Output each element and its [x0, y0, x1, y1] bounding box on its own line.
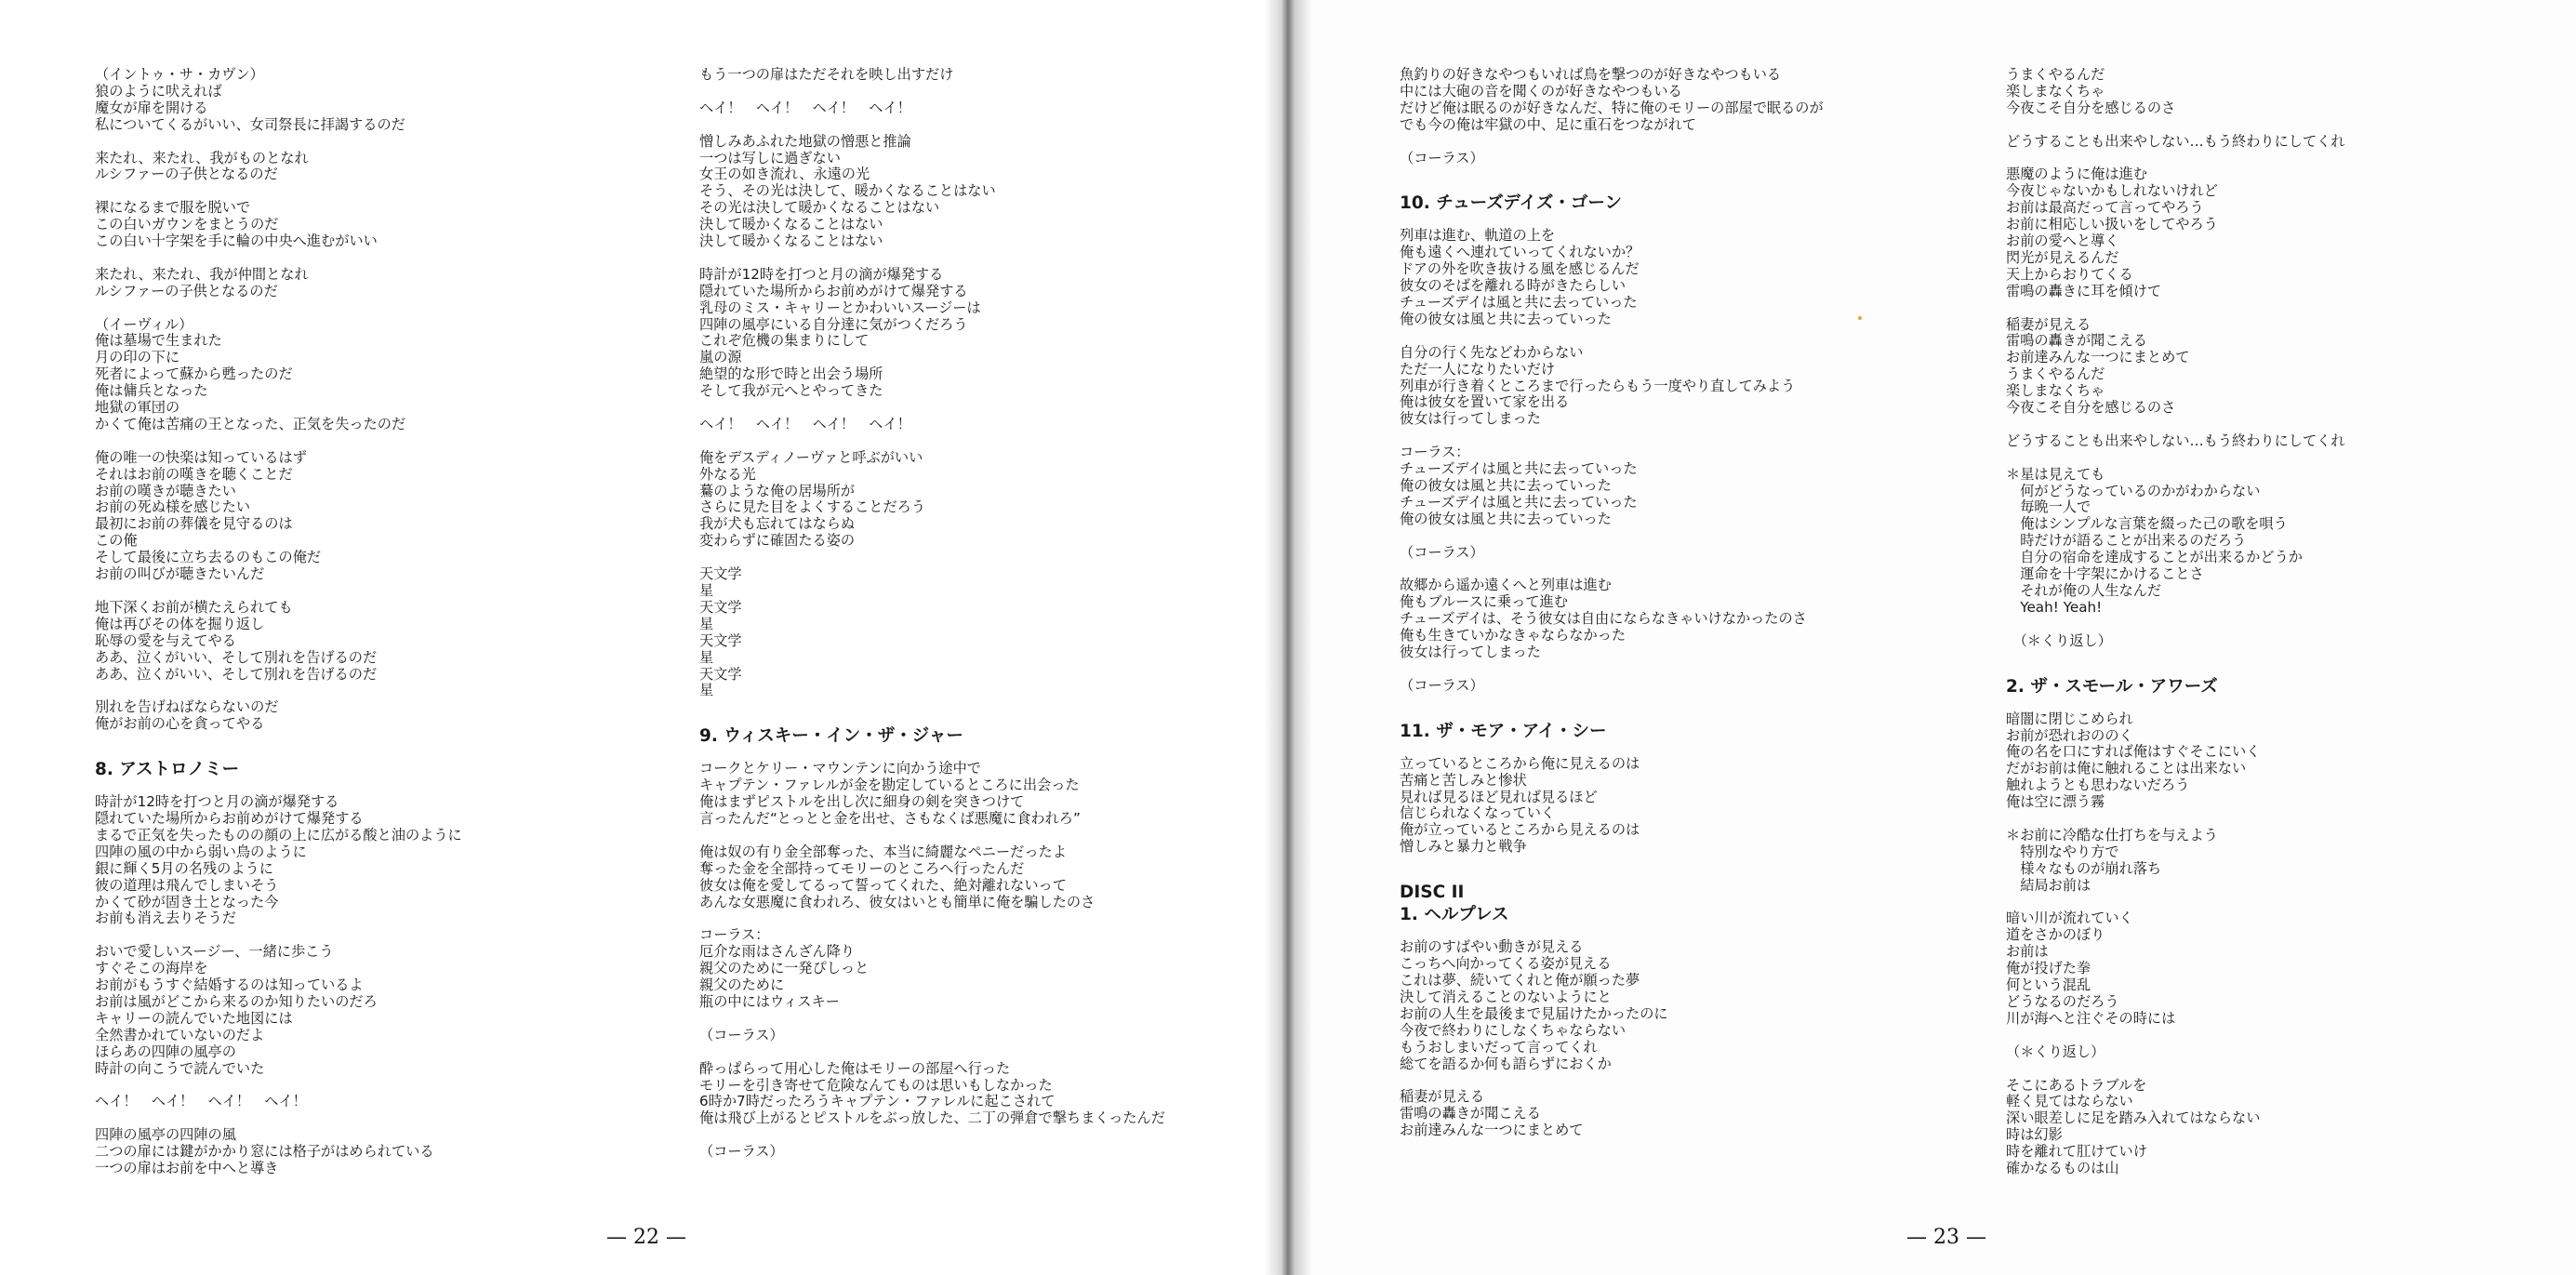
lyric-line: どうすることも出来やしない…もう終わりにしてくれ — [2006, 432, 2345, 449]
lyric-line: どうすることも出来やしない…もう終わりにしてくれ — [2006, 132, 2345, 150]
lyric-line: 俺の名を口にすれば俺はすぐそこにいく — [2006, 743, 2261, 761]
lyric-line: お前が恐れおののく — [2006, 726, 2133, 744]
blank-line — [95, 134, 462, 151]
lyric-line: 憎しみあふれた地獄の憎悪と推論 — [699, 132, 911, 150]
lyric-line: 決して消えることのないようにと — [1400, 988, 1612, 1005]
lyric-line: この白いガウンをまとうのだ — [95, 216, 279, 233]
lyric-line: ＊お前に冷酷な仕打ちを与えよう — [2006, 826, 2218, 843]
lyric-line: （コーラス） — [1400, 676, 1484, 694]
lyric-line: 俺の彼女は風と共に去っていった — [1400, 310, 1612, 327]
blank-line — [95, 683, 462, 699]
lyric-line: それはお前の嘆きを聴くことだ — [95, 465, 293, 483]
lyric-line: 時計の向こうで読んでいた — [95, 1059, 265, 1077]
lyric-line: そして最後に立ち去るのもこの俺だ — [95, 549, 321, 566]
page-number-right: — 23 — — [1906, 1226, 1986, 1249]
lyric-line: モリーを引き寄せて危険なんてものは思いもしなかった — [699, 1076, 1053, 1094]
song-title: 9. ウィスキー・イン・ザ・ジャー — [699, 726, 963, 747]
spacer — [1400, 215, 1824, 228]
blank-line — [2006, 811, 2345, 828]
lyric-line: 俺はまずピストルを出し次に細身の剣を突きつけて — [699, 793, 1025, 811]
lyric-line: 総てを語るか何も語らずにおくか — [1400, 1055, 1612, 1072]
blank-line — [1400, 661, 1824, 678]
lyric-line: 星 — [699, 582, 714, 599]
lyric-line: （コーラス） — [699, 1143, 784, 1161]
lyric-line: 俺は傭兵となった — [95, 382, 208, 400]
blank-line — [1400, 328, 1824, 345]
blank-line — [2006, 417, 2345, 433]
lyric-line: 俺は再びその体を掘り返し — [95, 615, 265, 632]
lyric-line: まるで正気を失ったものの顔の上に広がる酸と油のように — [95, 826, 462, 843]
blank-line — [699, 400, 1165, 417]
spacer — [699, 699, 1165, 712]
blank-line — [95, 927, 462, 944]
lyric-line: 一つの扉はお前を中へと導き — [95, 1160, 279, 1177]
lyric-line: 決して暖かくなることはない — [699, 216, 883, 233]
song-title: 11. ザ・モア・アイ・シー — [1400, 721, 1607, 741]
left-column-2 — [699, 67, 1165, 1161]
lyric-line: 深い眼差しに足を踏み入れてはならない — [2006, 1109, 2261, 1127]
lyric-line: 時計が12時を打つと月の滴が爆発する — [699, 265, 944, 283]
lyric-line: 様々なものが崩れ落ち — [2006, 859, 2162, 877]
right-page — [1288, 0, 2576, 1275]
lyric-line: 俺が立っているところから見えるのは — [1400, 821, 1640, 839]
lyric-line: 彼女は行ってしまった — [1400, 644, 1541, 661]
lyric-line: 憎しみと暴力と戦争 — [1400, 838, 1527, 856]
lyric-line: 魔女が扉を開ける — [95, 99, 208, 116]
lyric-line: 別れを告げねばならないのだ — [95, 698, 279, 716]
lyric-line: 来たれ、来たれ、我がものとなれ — [95, 149, 309, 166]
lyric-line: そう、その光は決して、暖かくなることはない — [699, 182, 996, 200]
lyric-line: これぞ危機の集まりにして — [699, 332, 870, 350]
lyric-line: ああ、泣くがいい、そして別れを告げるのだ — [95, 665, 378, 683]
lyric-line: そして我が元へとやってきた — [699, 382, 883, 400]
song-title: 8. アストロノミー — [95, 760, 240, 780]
lyric-line: 暗闇に閉じこめられ — [2006, 710, 2133, 727]
lyric-line: 変わらずに確固たる姿の — [699, 532, 856, 550]
lyric-line: 絶望的な形で時と出会う場所 — [699, 365, 883, 383]
lyric-line: 天上からおりてくる — [2006, 265, 2133, 283]
right-column-2 — [2006, 67, 2345, 1177]
lyric-line: 二つの扉には鍵がかかり窓には格子がはめられている — [95, 1143, 434, 1161]
lyric-line: 一つは写しに過ぎない — [699, 149, 841, 166]
lyric-line: 死者によって蘇から甦ったのだ — [95, 365, 293, 383]
lyric-line: 奪った金を全部持ってモリーのところへ行ったんだ — [699, 859, 1025, 877]
lyric-line: 彼女は俺を愛してるって誓ってくれた、絶対離れないって — [699, 876, 1067, 894]
lyric-line: 彼女のそばを離れる時がきたらしい — [1400, 277, 1626, 295]
lyric-line: お前の嘆きが聴きたい — [95, 482, 236, 499]
lyric-line: キャプテン・ファレルが金を勘定しているところに出会った — [699, 777, 1080, 794]
lyric-line: 地下深くお前が横たえられても — [95, 598, 293, 616]
lyric-line: 俺は彼女を置いて家を出る — [1400, 393, 1570, 411]
lyric-line: 隠れていた場所からお前めがけて爆発する — [699, 282, 968, 299]
spacer — [1400, 856, 1824, 869]
spacer — [1400, 869, 1824, 882]
left-column-1 — [95, 67, 462, 1177]
lyric-line: 彼女は行ってしまった — [1400, 410, 1541, 428]
lyric-line: （イントゥ・サ・カヴン） — [95, 66, 264, 83]
lyric-line: 嵐の源 — [699, 349, 742, 366]
lyric-line: 驀のような俺の居場所が — [699, 482, 856, 499]
print-speck — [1858, 316, 1862, 320]
lyric-line: （＊くり返し） — [2006, 631, 2112, 649]
lyric-line: （コーラス） — [1400, 149, 1484, 166]
blank-line — [699, 1127, 1165, 1144]
spacer — [95, 746, 462, 759]
book-gutter — [1265, 0, 1311, 1275]
lyric-line: 今夜こそ自分を感じるのさ — [2006, 99, 2176, 116]
lyric-line: チューズデイは風と共に去っていった — [1400, 493, 1638, 511]
lyric-line: だがお前は俺に触れることは出来ない — [2006, 760, 2247, 777]
blank-line — [699, 1011, 1165, 1028]
lyric-line: お前も消え去りそうだ — [95, 910, 236, 927]
lyric-line: 天文学 — [699, 665, 742, 683]
spacer — [2006, 650, 2345, 663]
lyric-line: ほらあの四陣の風亭の — [95, 1043, 236, 1060]
lyric-line: おいで愛しいスージー、一緒に歩こう — [95, 943, 334, 961]
lyric-line: 星 — [699, 615, 714, 632]
song-title: DISC II — [1400, 883, 1465, 903]
lyric-line: 時計が12時を打つと月の滴が爆発する — [95, 793, 339, 811]
blank-line — [95, 433, 462, 450]
lyric-line: キャリーの読んでいた地図には — [95, 1009, 293, 1027]
lyric-line: お前の叫びが聴きたいんだ — [95, 565, 265, 583]
lyric-line: 道をさかのぼり — [2006, 926, 2105, 944]
lyric-line: 触れようとも思わないだろう — [2006, 777, 2190, 794]
lyric-line: うまくやるんだ — [2006, 365, 2105, 383]
lyric-line: 今夜こそ自分を感じるのさ — [2006, 399, 2176, 417]
lyric-line: 暗い川が流れていく — [2006, 910, 2133, 927]
lyric-line: 何という混乱 — [2006, 976, 2091, 994]
lyric-line: 俺もブルースに乗って進む — [1400, 593, 1568, 611]
lyric-line: 彼の道理は飛んでしまいそう — [95, 876, 279, 894]
lyric-line: 楽しまなくちゃ — [2006, 82, 2105, 100]
blank-line — [95, 583, 462, 600]
blank-line — [1400, 528, 1824, 545]
blank-line — [2006, 151, 2345, 167]
lyric-line: ルシファーの子供となるのだ — [95, 282, 278, 299]
lyric-line: 天文学 — [699, 631, 742, 649]
lyric-line: お前の人生を最後まで見届けたかったのに — [1400, 1004, 1668, 1022]
lyric-line: 信じられなくなっていく — [1400, 804, 1556, 822]
spacer — [1400, 743, 1824, 756]
blank-line — [95, 1078, 462, 1095]
song-title: 1. ヘルプレス — [1400, 905, 1509, 925]
lyric-line: 時を離れて肛けていけ — [2006, 1143, 2147, 1161]
lyric-line: コーラス： — [1400, 444, 1470, 461]
lyric-line: 我が犬も忘れてはならぬ — [699, 515, 856, 533]
lyric-line: お前達みんな一つにまとめて — [1400, 1122, 1584, 1139]
lyric-line: 俺がお前の心を貪ってやる — [95, 715, 265, 733]
blank-line — [699, 117, 1165, 134]
lyric-line: チューズデイは、そう彼女は自由にならなきゃいけなかったのさ — [1400, 610, 1807, 628]
lyric-line: 俺の唯一の快楽は知っているはず — [95, 448, 307, 466]
lyric-line: ああ、泣くがいい、そして別れを告げるのだ — [95, 648, 378, 666]
lyric-line: 四陣の風亭にいる自分達に気がつくだろう — [699, 315, 968, 333]
lyric-line: 自分の行く先などわからない — [1400, 343, 1584, 361]
lyric-line: うまくやるんだ — [2006, 66, 2105, 83]
lyric-line: でも今の俺は牢獄の中、足に重石をつながれて — [1400, 115, 1696, 133]
lyric-line: コークとケリー・マウンテンに向かう途中で — [699, 760, 981, 777]
lyric-line: 毎晩一人で — [2006, 498, 2091, 516]
lyric-line: 言ったんだ“とっとと金を出せ、さもなくば悪魔に食われろ” — [699, 810, 1081, 828]
spacer — [1400, 926, 1824, 939]
lyric-line: 親父のために一発ぴしっと — [699, 960, 870, 977]
lyric-line: お前は最高だって言ってやろう — [2006, 199, 2204, 217]
lyric-line: 楽しまなくちゃ — [2006, 382, 2105, 400]
lyric-line: （コーラス） — [699, 1026, 784, 1043]
blank-line — [2006, 117, 2345, 134]
lyric-line: 星 — [699, 682, 714, 699]
blank-line — [699, 1044, 1165, 1061]
lyric-line: 見れば見るほど見れば見るほど — [1400, 788, 1598, 805]
lyric-line: お前の死ぬ様を感じたい — [95, 498, 251, 516]
lyric-line: 四陣の風亭の四陣の風 — [95, 1126, 236, 1144]
blank-line — [699, 828, 1165, 844]
spacer — [2006, 698, 2345, 711]
lyric-line: 軽く見てはならない — [2006, 1093, 2133, 1110]
lyric-line: 今夜じゃないかもしれないけれど — [2006, 182, 2218, 200]
blank-line — [1400, 1072, 1824, 1089]
lyric-line: 狼のように吠えれば — [95, 82, 222, 100]
lyric-line: こっちへ向かってくる姿が見える — [1400, 955, 1612, 973]
lyric-line: 悪魔のように俺は進む — [2006, 166, 2147, 183]
lyric-line: 最初にお前の葬儀を見守るのは — [95, 515, 293, 533]
lyric-line: 時だけが語ることが出来るのだろう — [2006, 532, 2247, 550]
lyric-line: 地獄の軍団の — [95, 399, 180, 417]
lyric-line: そこにあるトラブルを — [2006, 1076, 2147, 1094]
spacer — [699, 748, 1165, 761]
lyric-line: 銀に輝く5月の名残のように — [95, 859, 273, 877]
lyric-line: チューズデイは風と共に去っていった — [1400, 460, 1638, 478]
blank-line — [1400, 134, 1824, 151]
lyric-line: 恥辱の愛を与えてやる — [95, 631, 236, 649]
blank-line — [95, 250, 462, 267]
lyric-line: 俺も生きていかなきゃならなかった — [1400, 627, 1626, 644]
lyric-line: 来たれ、来たれ、我が仲間となれ — [95, 265, 309, 283]
lyric-line: 結局お前は — [2006, 876, 2091, 894]
lyric-line: 俺はシンプルな言葉を綴った己の歌を唄う — [2006, 515, 2288, 533]
blank-line — [699, 250, 1165, 267]
spacer — [699, 712, 1165, 725]
lyric-line: この白い十字架を手に輪の中央へ進むがいい — [95, 232, 378, 250]
lyric-line: 全然書かれていないのだよ — [95, 1026, 265, 1043]
blank-line — [2006, 1028, 2345, 1044]
lyric-line: 今夜で終わりにしなくちゃならない — [1400, 1021, 1626, 1039]
lyric-line: （＊くり返し） — [2006, 1043, 2105, 1060]
lyric-line: （イーヴィル） — [95, 315, 193, 333]
lyric-line: ヘイ！ ヘイ！ ヘイ！ ヘイ！ — [699, 415, 911, 432]
lyric-line: 故郷から遥か遠くへと列車は進む — [1400, 577, 1612, 594]
lyric-line: お前は風がどこから来るのか知りたいのだろ — [95, 993, 378, 1010]
lyric-line: 魚釣りの好きなやつもいれば鳥を撃つのが好きなやつもいる — [1400, 66, 1782, 83]
lyric-line: 厄介な雨はさんざん降り — [699, 943, 856, 961]
lyric-line: 川が海へと注ぐその時には — [2006, 1009, 2176, 1027]
spacer — [1400, 708, 1824, 721]
lyric-line: 俺は空に漂う霧 — [2006, 793, 2105, 811]
lyric-line: すぐそこの海岸を — [95, 960, 208, 977]
lyric-line: 天文学 — [699, 598, 742, 616]
lyric-line: お前に相応しい扱いをしてやろう — [2006, 216, 2218, 233]
blank-line — [95, 300, 462, 317]
lyric-line: 時は幻影 — [2006, 1126, 2063, 1144]
lyric-line: 俺の彼女は風と共に去っていった — [1400, 476, 1612, 494]
lyric-line: ドアの外を吹き抜ける風を感じるんだ — [1400, 260, 1640, 278]
blank-line — [699, 84, 1165, 100]
lyric-line: ＊星は見えても — [2006, 465, 2105, 483]
blank-line — [2006, 617, 2345, 633]
lyric-line: 俺をデスディノーヴァと呼ぶがいい — [699, 448, 923, 466]
lyric-line: 俺は奴の有り金全部奪った、本当に綺麗なペニーだったよ — [699, 843, 1067, 860]
lyric-line: Yeah! Yeah! — [2006, 598, 2103, 616]
lyric-line: 列車は進む、軌道の上を — [1400, 227, 1556, 245]
lyric-line: 6時か7時だったろうキャプテン・ファレルに起こされて — [699, 1093, 1056, 1110]
lyric-line: もう一つの扉はただそれを映し出すだけ — [699, 66, 954, 83]
lyric-line: 外なる光 — [699, 465, 756, 483]
spacer — [95, 781, 462, 794]
lyric-line: さらに見た目をよくすることだろう — [699, 498, 925, 516]
lyric-line: 中には大砲の音を聞くのが好きなやつもいる — [1400, 82, 1682, 100]
lyric-line: 月の印の下に — [95, 349, 180, 366]
lyric-line: その光は決して暖かくなることはない — [699, 199, 940, 217]
lyric-line: 俺の彼女は風と共に去っていった — [1400, 510, 1612, 527]
page-number-left: — 22 — — [606, 1226, 686, 1249]
lyric-line: 閃光が見えるんだ — [2006, 248, 2119, 266]
lyric-line: 女王の如き流れ、永遠の光 — [699, 166, 870, 183]
lyric-line: ヘイ！ ヘイ！ ヘイ！ ヘイ！ — [699, 99, 911, 116]
blank-line — [2006, 1061, 2345, 1078]
lyric-line: 特別なやり方で — [2006, 843, 2119, 860]
lyric-line: お前は — [2006, 943, 2049, 961]
lyric-line: コーラス： — [699, 926, 770, 944]
lyric-line: 親父のために — [699, 976, 785, 994]
blank-line — [2006, 300, 2345, 317]
blank-line — [95, 183, 462, 200]
blank-line — [95, 1110, 462, 1127]
lyric-line: お前の愛へと導く — [2006, 232, 2119, 250]
lyric-line: それが俺の人生なんだ — [2006, 582, 2162, 600]
lyric-line: 確かなるものは山 — [2006, 1160, 2119, 1177]
lyric-line: 瓶の中にはウィスキー — [699, 993, 840, 1010]
lyric-line: 稲妻が見える — [2006, 315, 2091, 333]
blank-line — [699, 550, 1165, 566]
lyric-line: 雷鳴の轟きに耳を傾けて — [2006, 282, 2162, 299]
lyric-line: お前達みんな一つにまとめて — [2006, 349, 2190, 366]
lyric-line: 雷鳴の轟きが聞こえる — [2006, 332, 2147, 350]
blank-line — [1400, 562, 1824, 578]
lyric-line: ただ一人になりたいだけ — [1400, 360, 1556, 378]
spacer — [2006, 663, 2345, 676]
lyric-line: お前がもうすぐ結婚するのは知っているよ — [95, 976, 364, 994]
lyric-line: 星 — [699, 648, 714, 666]
lyric-line: 苦痛と苦しみと惨状 — [1400, 771, 1527, 789]
lyric-line: 天文学 — [699, 565, 742, 583]
lyric-line: 裸になるまで服を脱いで — [95, 199, 251, 217]
lyric-line: この俺 — [95, 532, 138, 550]
spacer — [95, 733, 462, 746]
lyric-line: 酔っぱらって用心した俺はモリーの部屋へ行った — [699, 1059, 1011, 1077]
lyric-line: だけど俺は眠るのが好きなんだ、特に俺のモリーの部屋で眠るのが — [1400, 99, 1824, 116]
lyric-line: ルシファーの子供となるのだ — [95, 166, 278, 183]
blank-line — [2006, 895, 2345, 911]
lyric-line: 隠れていた場所からお前めがけて爆発する — [95, 810, 364, 828]
lyric-line: これは夢、続いてくれと俺が願った夢 — [1400, 971, 1640, 989]
lyric-line: 俺は墓場で生まれた — [95, 332, 222, 350]
lyric-line: 自分の宿命を達成することが出来るかどうか — [2006, 549, 2303, 566]
lyric-line: 俺は飛び上がるとピストルをぶっ放した、二丁の弾倉で撃ちまくったんだ — [699, 1109, 1165, 1127]
lyric-line: （コーラス） — [1400, 543, 1484, 561]
lyric-line: どうなるのだろう — [2006, 993, 2119, 1010]
lyric-line: 何がどうなっているのかがわからない — [2006, 482, 2261, 499]
lyric-line: チューズデイは風と共に去っていった — [1400, 294, 1638, 312]
lyric-line: 私についてくるがいい、女司祭長に拝謁するのだ — [95, 115, 405, 133]
lyric-line: ヘイ！ ヘイ！ ヘイ！ ヘイ！ — [95, 1093, 307, 1110]
lyric-line: 四陣の風の中から弱い鳥のように — [95, 843, 307, 860]
blank-line — [2006, 450, 2345, 467]
song-title: 10. チューズデイズ・ゴーン — [1400, 193, 1623, 214]
lyric-line: あんな女悪魔に食われろ、彼女はいとも簡単に俺を騙したのさ — [699, 893, 1095, 910]
right-column-1 — [1400, 67, 1824, 1139]
lyric-line: もうおしまいだって言ってくれ — [1400, 1038, 1598, 1056]
lyric-line: 決して暖かくなることはない — [699, 232, 883, 250]
lyric-line: 立っているところから俺に見えるのは — [1400, 754, 1640, 772]
song-title: 2. ザ・スモール・アワーズ — [2006, 676, 2218, 697]
spacer — [1400, 166, 1824, 179]
lyric-line: 俺が投げた拳 — [2006, 960, 2091, 977]
lyric-line: 列車が行き着くところまで行ったらもう一度やり直してみよう — [1400, 377, 1796, 394]
lyric-line: かくて砂が固き土となった今 — [95, 893, 279, 910]
blank-line — [1400, 428, 1824, 445]
lyric-line: 稲妻が見える — [1400, 1088, 1485, 1106]
spacer — [1400, 695, 1824, 708]
lyric-line: 乳母のミス・キャリーとかわいいスージーは — [699, 299, 981, 316]
lyric-line: 雷鳴の轟きが聞こえる — [1400, 1105, 1541, 1122]
lyric-line: お前のすばやい動きが見える — [1400, 938, 1584, 956]
spacer — [1400, 179, 1824, 193]
blank-line — [699, 910, 1165, 927]
lyric-line: かくて俺は苦痛の王となった、正気を失ったのだ — [95, 415, 406, 432]
blank-line — [699, 433, 1165, 450]
lyric-line: 俺も遠くへ連れていってくれないか？ — [1400, 244, 1640, 261]
lyric-line: 運命を十字架にかけることさ — [2006, 565, 2204, 583]
